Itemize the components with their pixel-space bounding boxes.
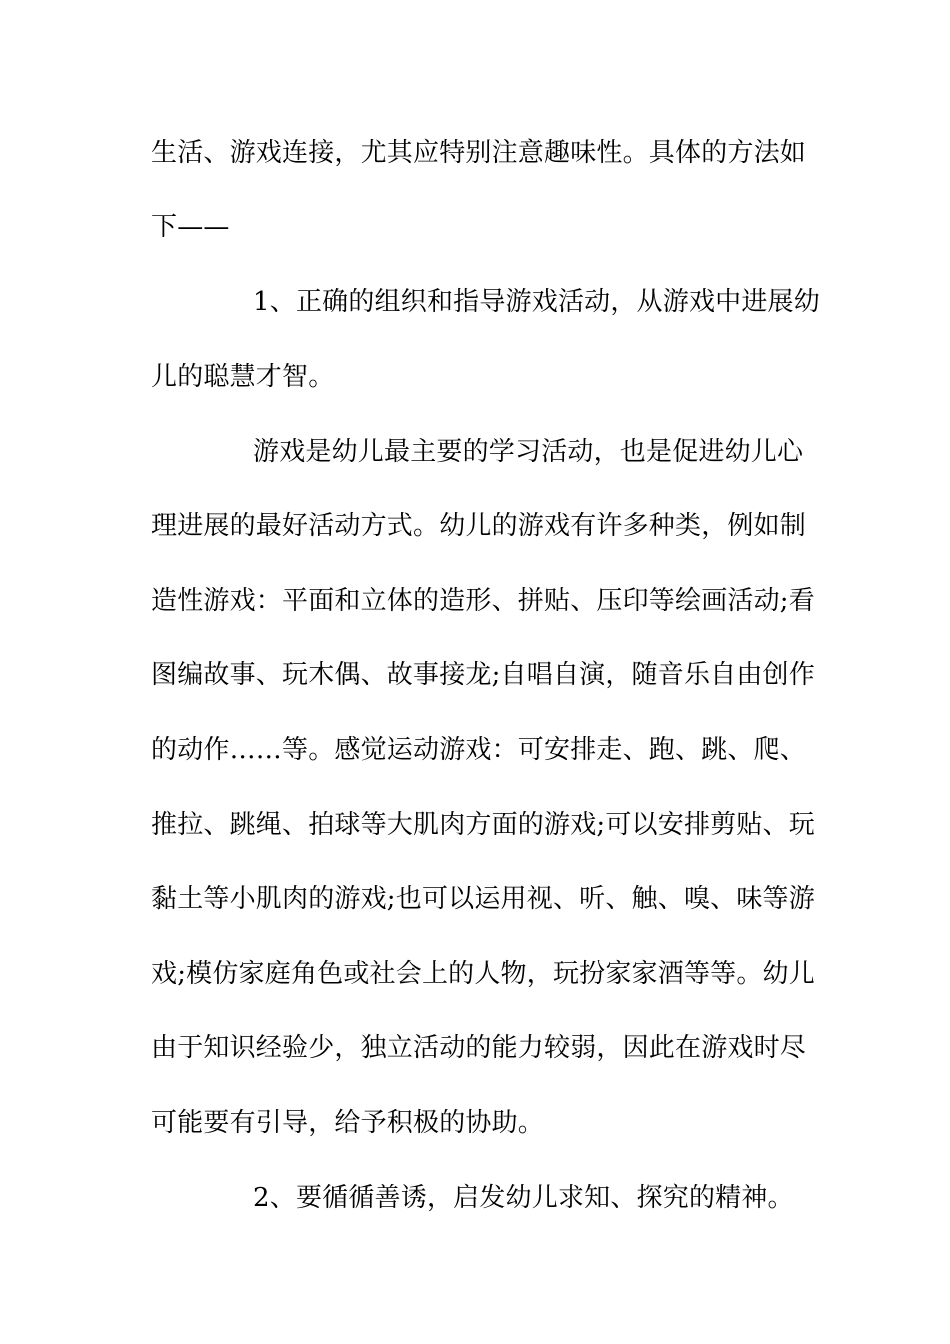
paragraph-start: 游戏是幼儿最主要的学习活动，也是促进幼儿心: [253, 437, 804, 467]
text-line: 下——: [151, 212, 230, 242]
text-line: 由于知识经验少，独立活动的能力较弱，因此在游戏时尽: [151, 1033, 807, 1063]
heading-2: 2、要循循善诱，启发幼儿求知、探究的精神。: [253, 1183, 794, 1213]
heading-1: 1、正确的组织和指导游戏活动，从游戏中进展幼: [253, 287, 820, 317]
text-line: 儿的聪慧才智。: [151, 362, 335, 392]
text-line: 的动作……等。感觉运动游戏：可安排走、跑、跳、爬、: [151, 735, 807, 765]
text-line: 推拉、跳绳、拍球等大肌肉方面的游戏;可以安排剪贴、玩: [151, 810, 815, 840]
text-line: 戏;模仿家庭角色或社会上的人物，玩扮家家酒等等。幼儿: [151, 959, 815, 989]
text-line: 图编故事、玩木偶、故事接龙;自唱自演，随音乐自由创作: [151, 660, 815, 690]
text-line: 生活、游戏连接，尤其应特别注意趣味性。具体的方法如: [151, 138, 807, 168]
text-line: 造性游戏：平面和立体的造形、拼贴、压印等绘画活动;看: [151, 586, 815, 616]
text-line: 理进展的最好活动方式。幼儿的游戏有许多种类，例如制: [151, 511, 807, 541]
text-line: 黏土等小肌肉的游戏;也可以运用视、听、触、嗅、味等游: [151, 884, 815, 914]
text-line: 可能要有引导，给予积极的协助。: [151, 1108, 545, 1138]
